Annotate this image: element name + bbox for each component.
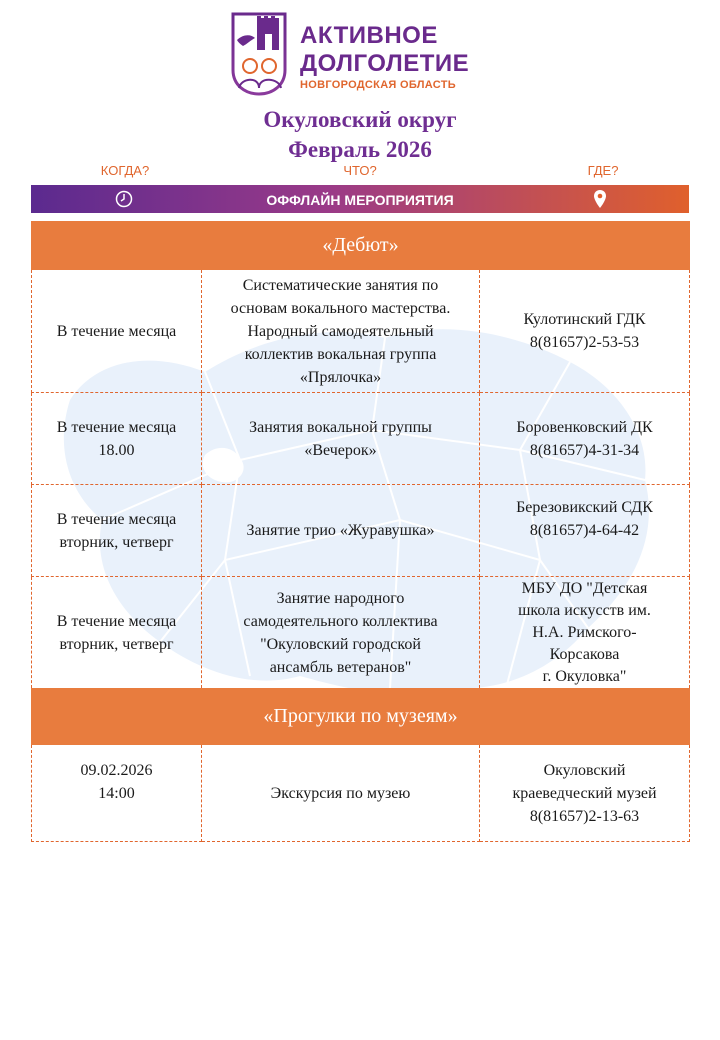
location-pin-icon (593, 189, 607, 209)
cell-line: вторник, четверг (59, 533, 174, 551)
logo-emblem-icon (229, 10, 289, 96)
banner-label: ОФФЛАЙН МЕРОПРИЯТИЯ (266, 192, 454, 208)
cell-what (202, 270, 480, 393)
cell-line: 09.02.2026 (80, 761, 153, 779)
cell-line: ансамбль ветеранов" (269, 658, 412, 676)
cell-line: Боровенковский ДК (516, 418, 653, 436)
section-title: «Прогулки по музеям» (32, 689, 690, 745)
cell-line: Березовикский СДК (516, 499, 653, 516)
cell-line: 8(81657)4-64-42 (529, 522, 640, 539)
cell-when (32, 270, 202, 393)
cell-where (480, 270, 690, 393)
page-title-month: Февраль 2026 (288, 137, 432, 162)
cell-line: «Вечерок» (304, 441, 377, 459)
table-row (32, 745, 690, 842)
cell-line: В течение месяца (56, 510, 177, 528)
cell-where (480, 485, 690, 577)
cell-line: Н.А. Римского- (532, 623, 637, 641)
cell-when (32, 393, 202, 485)
cell-line: Экскурсия по музею (270, 784, 411, 802)
table-row (32, 270, 690, 393)
cell-line: 8(81657)2-13-63 (529, 807, 640, 825)
cell-line: Окуловский (543, 761, 626, 779)
cell-line: В течение месяца (56, 322, 177, 340)
cell-where (480, 577, 690, 689)
cell-where (480, 393, 690, 485)
section-title: «Дебют» (32, 222, 690, 270)
table-row (32, 393, 690, 485)
cell-when (32, 745, 202, 842)
cell-when (32, 577, 202, 689)
cell-line: вторник, четверг (59, 635, 174, 653)
cell-line: школа искусств им. (518, 601, 651, 619)
cell-line: 8(81657)4-31-34 (529, 441, 640, 459)
cell-line: Занятие народного (276, 589, 405, 607)
cell-line: коллектив вокальная группа (244, 345, 437, 363)
offline-events-banner (31, 185, 689, 213)
cell-where (480, 745, 690, 842)
column-heading-what: ЧТО? (343, 163, 377, 178)
cell-line: Кулотинский ГДК (523, 311, 646, 328)
cell-line: Занятия вокальной группы (249, 418, 432, 436)
cell-line: МБУ ДО "Детская (521, 579, 648, 597)
cell-when (32, 485, 202, 577)
logo-line-2: ДОЛГОЛЕТИЕ (300, 50, 470, 77)
logo-line-3: НОВГОРОДСКАЯ ОБЛАСТЬ (300, 79, 456, 91)
schedule-table (31, 221, 690, 842)
section-header-row (32, 689, 690, 745)
cell-line: основам вокального мастерства. (230, 299, 451, 317)
cell-line: г. Окуловка" (542, 667, 627, 685)
cell-line (484, 542, 685, 565)
cell-line (36, 805, 197, 828)
table-row (32, 485, 690, 577)
cell-what (202, 393, 480, 485)
cell-line: Занятие трио «Журавушка» (246, 522, 435, 539)
cell-line: Корсакова (549, 645, 620, 663)
cell-line: В течение месяца (56, 612, 177, 630)
cell-line: «Прялочка» (299, 368, 382, 386)
logo-line-1: АКТИВНОЕ (300, 22, 438, 49)
cell-line: "Окуловский городской (260, 635, 421, 653)
cell-line: 14:00 (98, 784, 135, 802)
cell-what (202, 577, 480, 689)
cell-line: Систематические занятия по (242, 276, 439, 294)
cell-line: 8(81657)2-53-53 (529, 334, 640, 351)
table-row (32, 577, 690, 689)
column-heading-when: КОГДА? (100, 163, 150, 178)
logo (229, 10, 497, 96)
cell-what (202, 745, 480, 842)
column-heading-where: ГДЕ? (587, 163, 619, 178)
cell-what (202, 485, 480, 577)
cell-line: краеведческий музей (512, 784, 657, 802)
cell-line: В течение месяца (56, 418, 177, 436)
cell-line: 18.00 (98, 441, 135, 459)
cell-line: самодеятельного коллектива (243, 612, 438, 630)
page-title-district: Окуловский округ (263, 107, 457, 132)
cell-line: Народный самодеятельный (247, 322, 434, 340)
section-header-row (32, 222, 690, 270)
